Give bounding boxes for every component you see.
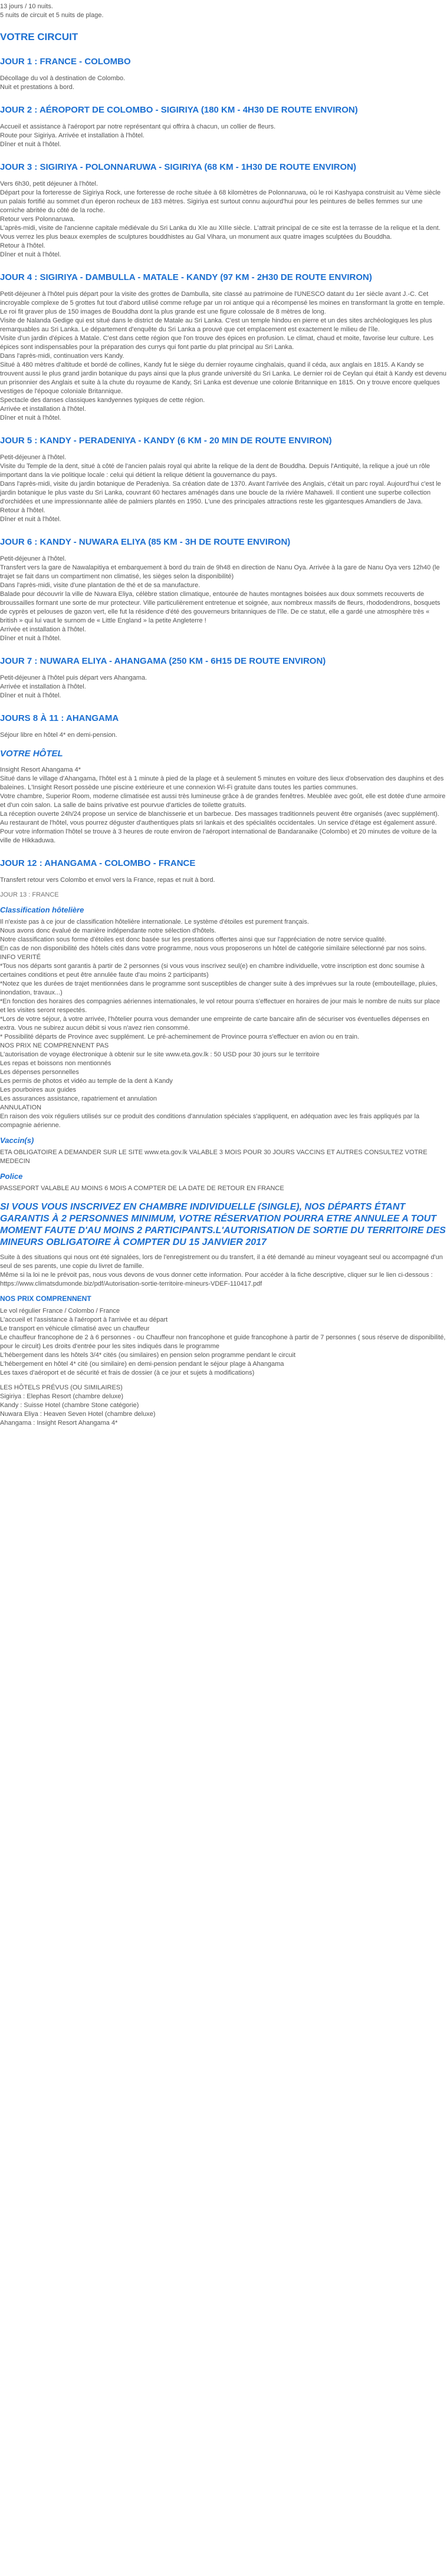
text-line: Dîner et nuit à l'hôtel.: [0, 251, 61, 258]
text-line: Situé à 480 mètres d'altitude et bordé de collines, Kandy fut le siège du dernier royaume cinghalais, quand il céda, aux anglais en 1815. A Kandy se trouvent aussi le plus grand jardin botanique du pays ainsi que la plus grande université du Sri Lanka. Le dernier roi de Ceylan qui était à Kandy est devenu un prisonnier des Anglais et suite à la chute du royaume de Kandy, Sri Lanka est devenue une colonie Britannique en 1815. On y trouve encore quelques vestiges de l'époque coloniale Britannique.: [0, 361, 447, 395]
day-title: JOUR 2 : AÉROPORT DE COLOMBO - SIGIRIYA (180 KM - 4H30 DE ROUTE ENVIRON): [0, 105, 358, 115]
text-line: L'accueil et l'assistance à l'aéroport à l'arrivée et au départ: [0, 1316, 168, 1323]
day12-title: JOUR 12 : AHANGAMA - COLOMBO - FRANCE: [0, 858, 196, 868]
text-line: Retour vers Polonnaruwa.: [0, 216, 75, 223]
intro-line: 5 nuits de circuit et 5 nuits de plage.: [0, 12, 104, 19]
text-line: Petit-déjeuner à l'hôtel.: [0, 454, 67, 461]
text-line: La réception ouverte 24h/24 propose un service de blanchisserie et un barbecue. Des massages traditionnels peuvent être organisés (avec supplément).: [0, 811, 439, 818]
text-line: Visite de Nalanda Gedige qui est situé dans le district de Matale au Sri Lanka. C'est un temple hindou en pierre et un des sites archéologiques les plus remarquables au Sri Lanka. Le département d'enquête du Sri Lanka a prouvé que cet emplacement est exactement le milieu de l'île.: [0, 317, 432, 333]
day-body: [0, 731, 447, 740]
police-text: PASSEPORT VALABLE AU MOINS 6 MOIS A COMPTER DE LA DATE DE RETOUR EN FRANCE: [0, 1185, 284, 1192]
hotel-description: [0, 766, 447, 845]
text-line: Il n'existe pas à ce jour de classification hôtelière internationale. Le système d'étoiles est purement français.: [0, 918, 309, 925]
text-line: Arrivée et installation à l'hôtel.: [0, 406, 86, 413]
text-line: Départ pour la forteresse de Sigiriya Rock, une forteresse de roche située à 68 kilomètres de Polonnaruwa, où le roi Kashyapa construisit au Vème siècle un palais fortifié au sommet d'un éperon rocheux de 183 mètres. Sigiriya est surtout connu aujourd'hui pour les peintures de belles femmes sur une corniche abritée du côté de la roche.: [0, 189, 441, 214]
text-line: Petit-déjeuner à l'hôtel puis départ vers Ahangama.: [0, 674, 147, 681]
text-line: Suite à des situations qui nous ont été signalées, lors de l'enregistrement ou du transfert, il a été demandé au mineur voyageant seul ou accompagné d'un seul de ses parents, une copie du livret de famille.: [0, 1254, 443, 1270]
text-line: Route pour Sigiriya. Arrivée et installation à l'hôtel.: [0, 132, 144, 139]
text-line: Décollage du vol à destination de Colombo.: [0, 75, 126, 82]
day-body: [0, 180, 447, 259]
day-title: JOUR 6 : KANDY - NUWARA ELIYA (85 KM - 3H DE ROUTE ENVIRON): [0, 537, 291, 547]
single-room-warning: SI VOUS VOUS INSCRIVEZ EN CHAMBRE INDIVIDUELLE (SINGLE), NOS DÉPARTS ÉTANT GARANTIS À 2 PERSONNES MINIMUM, VOTRE RÉSERVATION POURRA ETRE ANNULEE A TOUT MOMENT FAUTE D'AU MOINS 2 PARTICIPANTS.L'AUTORISATION DE SORTIE DU TERRITOIRE DES MINEURS OBLIGATOIRE À COMPTER DU 15 JANVIER 2017: [0, 1202, 446, 1247]
text-line: L'hébergement dans les hôtels 3/4* cités (ou similaires) en pension selon programme pendant le circuit: [0, 1352, 296, 1359]
classification-text: [0, 918, 447, 1130]
day13-title: JOUR 13 : FRANCE: [0, 891, 59, 898]
text-line: Dans l'après-midi, visite du jardin botanique de Peradeniya. Sa création date de 1370. Avant l'arrivée des Anglais, c'était un parc royal. Aujourd'hui c'est le jardin botanique le plus vaste du Sri Lanka, couvrant 60 hectares aménagés dans une boucle de la rivière Mahaweli. Il contient une superbe collection d'orchidées et une impressionnante allée de palmiers plantés en 1950. L'une des principales attractions reste les gigantesques Amandiers de Java.: [0, 480, 441, 505]
text-line: Le transport en véhicule climatisé avec un chauffeur: [0, 1325, 150, 1332]
text-line: Votre chambre, Superior Room, moderne climatisée est aussi très lumineuse grâce à de grandes fenêtres. Meublée avec goût, elle est dotée d'une armoire et d'un coin salon. La salle de bains privative est pourvue d'articles de toilette gratuits.: [0, 793, 446, 809]
day-body: [0, 123, 447, 149]
text-line: Spectacle des danses classiques kandyennes typiques de cette région.: [0, 397, 205, 404]
prix-list: [0, 1307, 447, 1378]
text-line: Les pourboires aux guides: [0, 1086, 77, 1093]
text-line: Dîner et nuit à l'hôtel.: [0, 692, 61, 699]
text-line: Petit-déjeuner à l'hôtel puis départ pour la visite des grottes de Dambulla, site classé au patrimoine de l'UNESCO datant du 1er siècle avant J.-C. Cet incroyable complexe de 5 grottes fut tout d'abord utilisé comme refuge par un roi antique qui a récompensé les moines en transformant la grotte en temple. Le roi fit graver plus de 150 images de Bouddha dont la plus grande est une figure colossale de 8 mètres de long.: [0, 291, 445, 315]
text-line: Notre classification sous forme d'étoiles est donc basée sur les prestations offertes ainsi que sur l'appréciation de notre service qualité.: [0, 936, 387, 943]
day-body: [0, 674, 447, 700]
day-title: JOUR 1 : FRANCE - COLOMBO: [0, 57, 131, 67]
text-line: Dîner et nuit à l'hôtel.: [0, 635, 61, 642]
text-line[interactable]: https://www.climatsdumonde.biz/pdf/Autorisation-sortie-territoire-mineurs-VDEF-110417.pdf: [0, 1280, 262, 1287]
text-line: ANNULATION: [0, 1104, 42, 1111]
day-title: JOURS 8 À 11 : AHANGAMA: [0, 713, 119, 723]
text-line: Arrivée et installation à l'hôtel.: [0, 683, 86, 690]
text-line: L'après-midi, visite de l'ancienne capitale médiévale du Sri Lanka du XIe au XIIIe siècle. L'attrait principal de ce site est la terrasse de la relique et la dent. Vous verrez les plus beaux exemples de sculptures bouddhistes au Gal Vihara, un monument aux quatre images sculptées du Bouddha.: [0, 225, 441, 241]
text-line: Dans l'après-midi, visite d'une plantation de thé et de sa manufacture.: [0, 582, 201, 589]
hotels-list: [0, 1392, 447, 1428]
text-line: Retour à l'hôtel.: [0, 242, 45, 249]
day12-text: Transfert retour vers Colombo et envol vers la France, repas et nuit à bord.: [0, 877, 215, 884]
text-line: * Possibilité départs de Province avec supplément. Le pré-acheminement de Province pourra s'effectuer en avion ou en train.: [0, 1033, 360, 1040]
day-body: [0, 453, 447, 524]
prix-title: NOS PRIX COMPRENNENT: [0, 1294, 91, 1303]
text-line: Nuwara Eliya : Heaven Seven Hotel (chambre deluxe): [0, 1411, 156, 1418]
text-line: Transfert vers la gare de Nawalapitiya et embarquement à bord du train de 9h48 en direction de Nanu Oya. Arrivée à la gare de Nanu Oya vers 12h40 (le trajet se fait dans un compartiment non climatisé, les sièges selon la disponibilité): [0, 564, 440, 580]
days-list: [0, 57, 447, 740]
text-line: Insight Resort Ahangama 4*: [0, 766, 81, 773]
text-line: Vers 6h30, petit déjeuner à l'hôtel.: [0, 180, 98, 187]
text-line: *Tous nos départs sont garantis à partir de 2 personnes (si vous vous inscrivez seul(e) en chambre individuelle, votre inscription est donc soumise à certaines conditions et peut être annulée faute d'au moins 2 participants): [0, 963, 425, 979]
text-line: Même si la loi ne le prévoit pas, nous vous devons de vous donner cette information. Pour accéder à la fiche descriptive, cliquer sur le lien ci-dessous :: [0, 1271, 433, 1279]
text-line: En raison des voix réguliers utilisés sur ce produit des conditions d'annulation spéciales s'appliquent, en adéquation avec les frais appliqués par la compagnie aérienne.: [0, 1113, 420, 1129]
text-line: Les taxes d'aéroport et de sécurité et frais de dossier (à ce jour et sujets à modifications): [0, 1369, 255, 1376]
day-body: [0, 555, 447, 643]
intro-line: 13 jours / 10 nuits.: [0, 3, 53, 10]
text-line: Sigiriya : Elephas Resort (chambre deluxe): [0, 1393, 124, 1400]
police-title: Police: [0, 1172, 23, 1181]
circuit-title: VOTRE CIRCUIT: [0, 31, 78, 42]
text-line: Le chauffeur francophone de 2 à 6 personnes - ou Chauffeur non francophone et guide francophone à partir de 7 personnes ( sous réserve de disponibilité, pour le circuit) Les droits d'entrée pour les sites indiqués dans le programme: [0, 1334, 446, 1350]
text-line: En cas de non disponibilité des hôtels cités dans votre programme, nous vous proposerons un hôtel de catégorie similaire sélectionné par nos soins.: [0, 945, 427, 952]
day-title: JOUR 7 : NUWARA ELIYA - AHANGAMA (250 KM - 6H15 DE ROUTE ENVIRON): [0, 656, 326, 666]
text-line: Retour à l'hôtel.: [0, 507, 45, 514]
text-line: Nous avons donc évalué de manière indépendante notre sélection d'hôtels.: [0, 927, 216, 934]
text-line: Visite d'un jardin d'épices à Matale. C'est dans cette région que l'on trouve des épices en profusion. Le climat, chaud et moite, favorise leur culture. Les épices sont indispensables pour la préparation des currys qui font partie du plat principal au Sri Lanka.: [0, 335, 434, 351]
text-line: Accueil et assistance à l'aéroport par notre représentant qui offrira à chacun, un collier de fleurs.: [0, 123, 276, 130]
classification-title: Classification hôtelière: [0, 905, 84, 914]
text-line: NOS PRIX NE COMPRENNENT PAS: [0, 1042, 109, 1049]
day-body: [0, 74, 447, 92]
text-line: Les assurances assistance, rapatriement et annulation: [0, 1095, 157, 1102]
vaccin-title: Vaccin(s): [0, 1136, 34, 1145]
text-line: Ahangama : Insight Resort Ahangama 4*: [0, 1419, 118, 1427]
day-title: JOUR 3 : SIGIRIYA - POLONNARUWA - SIGIRIYA (68 KM - 1H30 DE ROUTE ENVIRON): [0, 162, 356, 172]
text-line: *En fonction des horaires des compagnies aériennes internationales, le vol retour pourra s'effectuer en horaires de jour mais le nombre de nuits sur place et les visites seront respectés.: [0, 998, 441, 1014]
text-line: Dîner et nuit à l'hôtel.: [0, 141, 61, 148]
text-line: Nuit et prestations à bord.: [0, 84, 74, 91]
day-title: JOUR 5 : KANDY - PERADENIYA - KANDY (6 KM - 20 MIN DE ROUTE ENVIRON): [0, 436, 332, 446]
intro: [0, 2, 447, 20]
text-line: INFO VERITÉ: [0, 954, 41, 961]
text-line: L'hébergement en hôtel 4* cité (ou similaire) en demi-pension pendant le séjour plage à Ahangama: [0, 1361, 284, 1368]
warning-text: [0, 1253, 447, 1289]
day-body: [0, 290, 447, 423]
text-line: Au restaurant de l'hôtel, vous pourrez déguster d'authentiques plats sri lankais et des spécialités occidentales. Un service d'étage est également assuré.: [0, 819, 437, 826]
text-line: L'autorisation de voyage électronique à obtenir sur le site www.eta.gov.lk : 50 USD pour 30 jours sur le territoire: [0, 1051, 320, 1058]
text-line: Les permis de photos et vidéo au temple de la dent à Kandy: [0, 1078, 173, 1085]
text-line: Visite du Temple de la dent, situé à côté de l'ancien palais royal qui abrite la relique de la dent de Bouddha. Depuis l'Antiquité, la relique a joué un rôle important dans la vie politique locale : celui qui détient la relique détient la gouvernance du pays.: [0, 463, 430, 479]
text-line: Dans l'après-midi, continuation vers Kandy.: [0, 353, 124, 360]
text-line: Kandy : Suisse Hotel (chambre Stone catégorie): [0, 1402, 139, 1409]
text-line: Dîner et nuit à l'hôtel.: [0, 516, 61, 523]
text-line: Petit-déjeuner à l'hôtel.: [0, 555, 67, 562]
vaccin-text: ETA OBLIGATOIRE A DEMANDER SUR LE SITE www.eta.gov.lk VALABLE 3 MOIS POUR 30 JOURS VACCINS ET AUTRES CONSULTEZ VOTRE MEDECIN: [0, 1149, 428, 1165]
text-line: Le vol régulier France / Colombo / France: [0, 1307, 120, 1315]
day-title: JOUR 4 : SIGIRIYA - DAMBULLA - MATALE - KANDY (97 KM - 2H30 DE ROUTE ENVIRON): [0, 272, 372, 282]
text-line: *Notez que les durées de trajet mentionnées dans le programme sont susceptibles de changer suite à des imprévues sur la route (embouteillage, pluies, inondation, travaux...): [0, 980, 438, 996]
hotels-title: LES HÔTELS PRÉVUS (OU SIMILAIRES): [0, 1384, 123, 1391]
text-line: Balade pour découvrir la ville de Nuwara Eliya, célèbre station climatique, entourée de hautes montagnes boisées aux doux sommets recouverts de broussailles formant une sorte de mur protecteur. Ville particulièrement entretenue et soignée, aux nombreux massifs de fleurs, rhododendrons, bosquets de cyprès et pelouses de gazon vert, elle fut la résidence d'été des gouverneurs britanniques de l'île. De ce statut, elle a gardé une atmosphère très « british » qui lui vaut le surnom de « Little England » la petite Angleterre !: [0, 591, 441, 624]
text-line: *Lors de votre séjour, à votre arrivée, l'hôtelier pourra vous demander une empreinte de carte bancaire afin de sécuriser vos éventuelles dépenses en extra. Vous ne subirez aucun débit si vous n'avez rien consommé.: [0, 1016, 429, 1032]
text-line: Dîner et nuit à l'hôtel.: [0, 414, 61, 421]
hotel-title: VOTRE HÔTEL: [0, 749, 63, 759]
text-line: Arrivée et installation à l'hôtel.: [0, 626, 86, 633]
text-line: Les repas et boissons non mentionnés: [0, 1060, 111, 1067]
text-line: Les dépenses personnelles: [0, 1069, 79, 1076]
text-line: Séjour libre en hôtel 4* en demi-pension.: [0, 732, 117, 739]
text-line: Pour votre information l'hôtel se trouve à 3 heures de route environ de l'aéroport international de Bandaranaike (Colombo) et 20 minutes de voiture de la ville de Hikkaduwa.: [0, 828, 437, 844]
text-line: Situé dans le village d'Ahangama, l'hôtel est à 1 minute à pied de la plage et à seulement 5 minutes en voiture des lieux d'observation des dauphins et des baleines. L'Insight Resort possède une piscine extérieure et une connexion Wi-Fi gratuite dans toutes les parties communes.: [0, 775, 444, 791]
